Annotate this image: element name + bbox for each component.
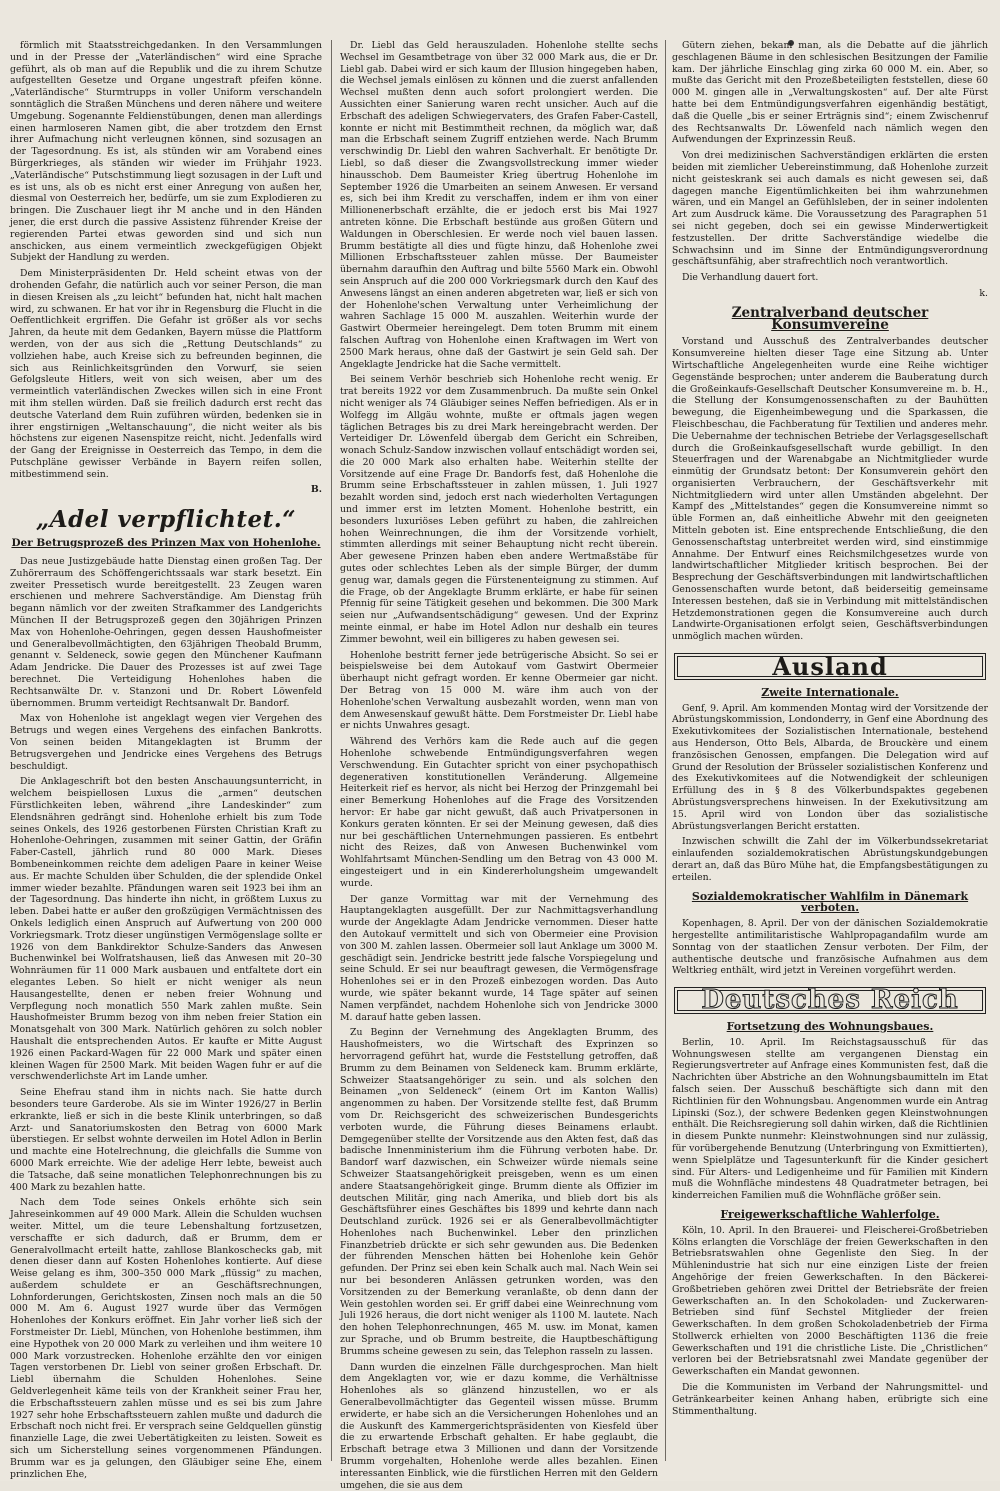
signature: k. [979,287,988,299]
paragraph: Dann wurden die einzelnen Fälle durchgesprochen. Man hielt dem Angeklagten vor, wie er dazu komme, die Verhältnisse Hohenlohes als so glänzend hinzustellen, wo er als Generalbevollmächtigter das Gegenteil wissen müsse. Brumm erwiderte, er habe sich an die Versicherungen Hohenlohes und an die Auskunft des Kammergerichtspräsidenten von Kiesfeld über die zu erwartende Erbschaft gehalten. Er habe geglaubt, die Erbschaft betrage etwa 3 Millionen und dann der Vorsitzende Brumm vorgehalten, Hohenlohe werde alles bezahlen. Einen interessanten Einblick, wie die fürstlichen Herren mit den Geldern umgehen, die sie aus dem [340,1361,658,1491]
paragraph: Von drei medizinischen Sachverständigen erklärten die ersten beiden mit ziemlicher Uebereinstimmung, daß Hohenlohe zurzeit nicht geisteskrank sei auch damals es nicht gewesen sei, daß dagegen manche Eigentümlichkeiten bei ihm wahrzunehmen wären, und ein Mangel an Gefühlsleben, der in seiner indolenten Art zum Ausdruck käme. Die Voraussetzung des Paragraphen 51 sei nicht gegeben, doch sei ein gewisse Minderwertigkeit festzustellen. Der dritte Sachverständige wiedelbe die Schwachsinn und im Sinne der Entmündigungsverordnung geschäftsunfähig, aber strafrechtlich noch verantwortlich. [672,150,988,268]
paragraph: Köln, 10. April. In den Brauerei- und Fleischerei-Großbetrieben Kölns erlangten die Vorschläge der freien Gewerkschaften in den Betriebsratswahlen ohne Gegenliste den Sieg. In der Mühlenindustrie hat sich nur eine einzigen Liste der freien Angehörige der freien Gewerkschaften. In den Bäckerei-Großbetrieben gehören zwei Drittel der Betriebsräte der freien Gewerkschaften an. In den Schokoladen- und Zuckerwaren-Betrieben sind fünf Sechstel Mitglieder der freien Gewerkschaften. In dem großen Schokoladenbetrieb der Firma Stollwerck erhielten von 2000 Beschäftigten 1136 die freie Gewerkschaften und 191 die christliche Liste. Die „Christlichen“ verloren bei der Betriebsratsnahl zwei Mandate gegenüber der Gewerkschaften ein Mandat gewonnen. [672,1224,988,1378]
paragraph: Die die Kommunisten im Verband der Nahrungsmittel- und Getränkearbeiter keinen Anhang haben, erübrigte sich eine Stimmenthaltung. [672,1382,988,1417]
column-3 [672,40,988,1465]
column-2 [340,40,658,1491]
paragraph: Max von Hohenlohe ist angeklagt wegen vier Vergehen des Betrugs und wegen eines Vergehens des einfachen Bankrotts. Von seinen beiden Mitangeklagten ist Brumm der Betrugsvergehen und Jendricke eines Vergehens des Betrugs beschuldigt. [10,713,322,772]
article-subtitle: Der Betrugsprozeß des Prinzen Max von Hohenlohe. [11,537,321,550]
paragraph: Zu Beginn der Vernehmung des Angeklagten Brumm, des Haushofmeisters, wo die Wirtschaft des Exprinzen so hervorragend geführt hat, wurde die Feststellung getroffen, daß Brumm zu dem Beinamen von Seldeneck kam. Brumm erklärte, Schweizer Staatsangehöriger zu sein. und als solchen den Beinamen „von Seldeneck“ (einem Ort im Kanton Wallis) angenommen zu haben. Der Vorsitzende stellte fest, daß Brumm vom Dr. Reichsgericht des schweizerischen Bundesgerichts verboten wurde, die Führung dieses Beinamens erlaubt. Demgegenüber stellte der Vorsitzende aus den Akten fest, daß das badische Innenministerium ihm die Führung verboten habe. Dr. Bandorf warf dazwischen, ein Schweizer würde niemals seine Schweizer Staatsangehörigkeit preisgeben, wenn es um einen andere Staatsangehörigkeit ginge. Brumm diente als Offizier im deutschen Militär, ging nach Amerika, und blieb dort bis als Geschäftsführer eines Geschäftes bis 1899 und kehrte dann nach Deutschland zurück. 1926 sei er als Generalbevollmächtigter Hohenlohes nach Buchenwinkel. Leber den prinzlichen Finanzbetrieb drückte er sich sehr gewunden aus. Die Bedenken der führenden Menschen hätten bei Hohenlohe kein Gehör gefunden. Der Prinz sei eben kein Schalk auch mal. Nach Wein sei nur bei besonderen Anlässen getrunken worden, was den Vorsitzenden zu der Bemerkung veranlaßte, ob denn dann der Wein gestohlen worden sei. Er griff dabei eine Weinrechnung vom Juli 1926 heraus, die dort nicht weniger als 1100 M. lautete. Nach den hohen Telephonrechnungen, 465 M. usw. im Monat, kamen zur Sprache, und ob Brumm bestreite, die Hauptbeschäftigung Brumms scheine gewesen zu sein, das Telephon rasseln zu lassen. [340,1027,658,1357]
paragraph: Während des Verhörs kam die Rede auch auf die gegen Hohenlohe schwebende Entmündigungsverfahren wegen Verschwendung. Ein Gutachter spricht von einer psychopathisch degenerativen konstitutionellen Veränderung. Allgemeine Heiterkeit rief es hervor, als nicht bei Herzog der Prinzgemahl bei einer Bemerkung Hohenlohes auf die Frage des Vorsitzenden hervor: Er habe gar nicht gewußt, daß auch Privatpersonen in Konkurs geraten könnten. Er sei der Meinung gewesen, daß dies nur bei geschäftlichen Unternehmungen passieren. Es entbehrt nicht des Reizes, daß von Anwesen Buchenwinkel vom Wohlfahrtsamt München-Sendling um den Betrag von 43 000 M. eingesteigert und in ein Kindererholungsheim umgewandelt wurde. [340,736,658,889]
paragraph: Inzwischen schwillt die Zahl der im Völkerbundssekretariat einlaufenden sozialdemokratischen Abrüstungskundgebungen derart an, daß das Büro Mühe hat, die Empfangsbestätigungen zu erteilen. [672,836,988,883]
paragraph: Seine Ehefrau stand ihm in nichts nach. Sie hatte durch besonders teure Garderobe. Als sie im Winter 1926/27 in Berlin erkrankte, ließ er sich in die beste Klinik unterbringen, so daß Arzt- und Sanatoriumskosten den Betrag von 6000 Mark überstiegen. Er selbst wohnte derweilen im Hotel Adlon in Berlin und machte eine Hotelrechnung, die gleichfalls die Summe von 6000 Mark erreichte. Wie der adelige Herr lebte, beweist auch die Tatsache, daß seine monatlichen Telephonrechnungen bis zu 400 Mark zu bezahlen hatte. [10,1087,322,1193]
column-rule [665,40,666,1461]
paragraph: Nach dem Tode seines Onkels erhöhte sich sein Jahreseinkommen auf 49 000 Mark. Allein die Schulden wuchsen weiter. Mittel, um die teure Lebenshaltung fortzusetzen, verschaffte er sich dadurch, daß er Brumm, dem er Generalvollmacht erteilt hatte, zahllose Blankoschecks gab, mit denen dieser dann auf Kosten Hohenlohes kontierte. Auf diese Weise gelang es ihm, 300–350 000 Mark „flüssig“ zu machen, außerdem schuldete er an Geschäftsrechnungen, Lohnforderungen, Gerichtskosten, Zinsen noch mals an die 50 000 M. Am 6. August 1927 wurde über das Vermögen Hohenlohes der Konkurs eröffnet. Ein Jahr vorher ließ sich der Forstmeister Dr. Liebl, München, von Hohenlohe bestimmen, ihm eine Hypothek von 20 000 Mark zu verleihen und ihm weitere 10 000 Mark vorzustrecken. Hohenlohe erzählte den vor einigen Tagen verstorbenen Dr. Liebl von seiner großen Erbschaft. Dr. Liebl übernahm die Schulden Hohenlohes. Seine Geldverlegenheit käme teils von der Krankheit seiner Frau her, die Erbschaftssteuern zahlen müsse und es sei bis zum Jahre 1927 sehr hohe Erbschaftssteuern zahlen mußte und dadurch die Erbschaft noch nicht frei. Er versprach seine Geldquellen günstig finanzielle Lage, die zwei Uebertätigkeiten zu leisten. Soweit es sich um Sicherstellung seines vorgenommenen Pfändungen. Brumm war es ja gelungen, den Gläubiger seine Ehe, einem prinzlichen Ehe, [10,1197,322,1480]
paragraph: Der ganze Vormittag war mit der Vernehmung des Hauptangeklagten ausgefüllt. Der zur Nachmittagsverhandlung wurde der Angeklagte Adam Jendricke vernommen. Dieser hatte den Autokauf vermittelt und sich von Obermeier eine Provision von 300 M. zahlen lassen. Obermeier soll laut Anklage um 3000 M. geschädigt sein. Jendricke bestritt jede falsche Vorspiegelung und seine Schuld. Er sei nur beauftragt gewesen, die Vermögensfrage Hohenlohes sei er in den Prozeß einbezogen worden. Das Auto wurde, wie später bekannt wurde, 14 Tage später auf seinen Namen verpfändet, nachdem Hohenlohe sich von Jendricke 3000 M. darauf hatte geben lassen. [340,893,658,1023]
paragraph: Gütern ziehen, bekam man, als die Debatte auf die jährlich geschlagenen Bäume in den schlesischen Besitzungen der Familie kam. Der jährliche Einschlag ging zirka 60 000 M. ein. Aber, so mußte das Gericht mit den Prozeßbeteiligten feststellen, diese 60 000 M. gingen alle in „Verwaltungskosten“ auf. Der alte Fürst hatte bei dem Entmündigungsverfahren eigenhändig bestätigt, daß die Quelle „bis er seiner Erträgnis sind“; einem Zwischenruf des Rechtsanwalts Dr. Löwenfeld nach nämlich wegen den Aufwendungen der Exprinzessin Reuß. [672,40,988,146]
paragraph: Hohenlohe bestritt ferner jede betrügerische Absicht. So sei er beispielsweise bei dem Autokauf vom Gastwirt Obermeier überhaupt nicht gefragt worden. Er kenne Obermeier gar nicht. Der Betrag von 15 000 M. wäre ihm auch von der Hohenlohe'schen Verwaltung ausbezahlt worden, wenn man von dem Anwesenskauf gewußt hätte. Dem Forstmeister Dr. Liebl habe er nichts Unwahres gesagt. [340,649,658,732]
section-box-heading: Deutsches Reich [674,987,986,1014]
paragraph: Berlin, 10. April. Im Reichstagsausschuß für das Wohnungswesen stellte am vergangenen Dienstag ein Regierungsvertreter auf Anfrage eines Kommunisten fest, daß die Nachrichten über Abstriche an den Wohnungsbaumitteln im Etat falsch seien. Der Ausschuß beschäftigte sich dann mit den Richtlinien für den Wohnungsbau. Angenommen wurde ein Antrag Lipinski (Soz.), der schwere Bedenken gegen Kleinstwohnungen enthält. Die Reichsregierung soll dahin wirken, daß die Richtlinien in diesem Punkte nunmehr: Kleinstwohnungen sind nur zulässig, für vorübergehende Benutzung (Unterbringung von Exmittierten), wenn Spielplätze und Tagesunterkunft für die Kinder gesichert sind. Für Alters- und Ledigenheime und für Familien mit Kindern muß die Wohnfläche mindestens 48 Quadratmeter betragen, bei kinderreichen Familien muß die Wohnfläche größer sein. [672,1036,988,1202]
section-title: Sozialdemokratischer Wahlfilm in Dänemark verboten. [691,889,969,915]
paragraph: Vorstand und Ausschuß des Zentralverbandes deutscher Konsumvereine hielten dieser Tage eine Sitzung ab. Unter Wirtschaftliche Angelegenheiten wurde eine Reihe wichtiger Gegenstände besprochen; unter anderem die Bauberatung durch die Großeinkaufs-Gesellschaft Deutscher Konsumvereine m. b. H., die Stellung der Konsumgenossenschaften zu der Bauhütten bewegung, die Eigenheimbewegung und die Sparkassen, die Fleischbeschau, die Fachberatung für Textilien und anderes mehr. Die Uebernahme der technischen Betriebe der Verlagsgesellschaft durch die Großeinkaufsgesellschaft wurde gebilligt. In den Steuerfragen und der Warenabgabe an Nichtmitglieder wurde einmütig der Grundsatz betont: Der Konsumverein gehört den organisierten Verbrauchern, der Geschäftsverkehr mit Nichtmitgliedern wird unter allen Umständen abgelehnt. Der Kampf des „Mittelstandes“ gegen die Konsumvereine nimmt so üble Formen an, daß einheitliche Abwehr mit den geeigneten Mitteln geboten ist. Eine entsprechende Entschließung, die den Genossenschaftstag unterbreitet werden wird, sind einstimmige Annahme. Der Entwurf eines Reichsmilchgesetzes wurde von landwirtschaftlicher Mitglieder kritisch besprochen. Bei der Besprechung der Geschäftsverbindungen mit landwirtschaftlichen Genossenschaften wurde betont, daß beiderseitig gemeinsame Interessen bestehen, daß sie in Verbindung mit mittelständischen Hetzdemonstrationen gegen die Konsumvereine auch durch Landwirte-Organisationen erfolgt seien, Geschäftsverbindungen unmöglich machen würden. [672,336,988,643]
column-1 [10,40,322,1480]
paragraph: Dem Ministerpräsidenten Dr. Held scheint etwas von der drohenden Gefahr, die natürlich auch vor seiner Person, die man in diesen Kreisen als „zu leicht“ befunden hat, nicht halt machen wird, zu schwanen. Er hat vor ihr in Regensburg die Flucht in die Oeffentlichkeit ergriffen. Die Gefahr ist größer als vor sechs Jahren, da heute mit dem Gedanken, Bayern müsse die Plattform werden, von der aus sich die „Rettung Deutschlands“ zu vollziehen habe, auch Kreise sich zu befreunden beginnen, die sich aus Reinlichkeitsgründen den Vorwurf, sie seien Gefolgsleute Hitlers, weit von sich weisen, aber um des vermeintlich vaterländischen Zweckes willen sich in eine Front mit ihm stellen würden. Daß sie freilich dadurch erst recht das deutsche Vaterland dem Ruin zuführen würden, bedenken sie in ihrer engstirnigen „Weltanschauung“, die nicht weiter als bis höchstens zur eigenen Nasenspitze reicht, nicht. Jedenfalls wird der Gang der Ereignisse in Oesterreich das Tempo, in dem die Putschpläne gewisser Verbände in Bayern reifen sollen, mitbestimmend sein. [10,268,322,480]
section-title: Zentralverband deutscher Konsumvereine [731,304,929,333]
paragraph: Die Verhandlung dauert fort. [682,272,819,284]
paragraph: Das neue Justizgebäude hatte Dienstag einen großen Tag. Der Zuhörerraum des Schöffengerichtssaals war stark besetzt. Ein zweiter Pressetisch wurde bereitgestellt. 23 Zeugen waren erschienen und mehrere Sachverständige. Am Dienstag früh begann nämlich vor der zweiten Strafkammer des Landgerichts München II der Betrugsprozeß gegen den 30jährigen Prinzen Max von Hohenlohe-Oehringen, gegen dessen Haushofmeister und Generalbevollmächtigten, den 63jährigen Theobald Brumm, genannt v. Seldeneck, sowie gegen den Münchener Kaufmann Adam Jendricke. Die Dauer des Prozesses ist auf zwei Tage berechnet. Die Verteidigung Hohenlohes haben die Rechtsanwälte Dr. v. Stanzoni und Dr. Robert Löwenfeld übernommen. Brumm verteidigt Rechtsanwalt Dr. Bandorf. [10,556,322,709]
section-box-heading: Ausland [674,653,986,680]
section-title: Fortsetzung des Wohnungsbaues. [726,1019,934,1033]
section-title: Zweite Internationale. [761,685,899,699]
article-title: „Adel verpflichtet.“ [36,506,296,534]
column-rule [331,40,332,1461]
signature: B. [310,484,322,496]
paragraph: Die Anklageschrift bot den besten Anschauungsunterricht, in welchem beispiellosen Luxus die „armen“ deutschen Fürstlichkeiten leben, während „ihre Landeskinder“ zum Elendsnähren gedrängt sind. Hohenlohe erhielt bis zum Tode seines Onkels, des 1926 gestorbenen Fürsten Christian Kraft zu Hohenlohe-Oehringen, zusammen mit seiner Gattin, der Gräfin Faber-Castell, jährlich rund 80 000 Mark. Dieses Bombeneinkommen reichte dem adeligen Paare in keiner Weise aus. Er machte Schulden über Schulden, die der splendide Onkel immer wieder bezahlte. Pfändungen waren seit 1923 bei ihm an der Tagesordnung. Das hinderte ihn nicht, in größtem Luxus zu leben. Dabei hatte er außer den großzügigen Vermächtnissen des Onkels lediglich einen Anspruch auf Aufwertung von 200 000 Vorkriegsmark. Trotz dieser ungünstigen Vermögenslage sollte er 1926 von dem Bankdirektor Schulze-Sanders das Anwesen Buchenwinkel bei Wolfratshausen, ließ das Anwesen mit 20–30 Wohnräumen für 11 000 Mark ausbauen und entfaltete dort ein elegantes Leben. So hielt er nicht weniger als neun Hausangestellte, denen er neben freier Wohnung und Verpflegung noch monatlich 550 Mark zahlen mußte. Sein Haushofmeister Brumm bezog von ihm neben freier Station ein Monatsgehalt von 300 Mark. Natürlich gehören zu solch nobler Haushalt die entsprechenden Autos. Er kaufte er Mitte August 1926 einen Packard-Wagen für 22 000 Mark und später einen kleinen Wagen für 2500 Mark. Mit beiden Wagen fuhr er auf die verschwenderlichste Art im Lande umher. [10,776,322,1083]
paragraph: Kopenhagen, 8. April. Der von der dänischen Sozialdemokratie hergestellte antimilitaristische Wahlpropagandafilm wurde am Sonntag von der staatlichen Zensur verboten. Der Film, der authentische deutsche und französische Aufnahmen aus dem Weltkrieg enthält, wird jetzt in Vereinen vorgeführt werden. [672,918,988,977]
section-title: Freigewerkschaftliche Wahlerfolge. [720,1207,940,1221]
paragraph: förmlich mit Staatsstreichgedanken. In den Versammlungen und in der Presse der „Vaterländischen“ wird eine Sprache geführt, als ob man auf die Republik und die zu ihrem Schutze aufgestellten Gesetze und Organe ungestraft pfeifen könne. „Vaterländische“ Sturmtrupps in voller Uniform verschandeln sonntäglich die Straßen Münchens und deren nähere und weitere Umgebung. Sogenannte Feldienstübungen, denen man allerdings einen harmloseren Namen gibt, die aber trotzdem den Ernst ihrer Aufmachung nicht verleugnen können, sind sozusagen an der Tagesordnung. Es ist, als stünden wir am Vorabend eines Bürgerkrieges, als ständen wir wieder im Frühjahr 1923. „Vaterländische“ Putschstimmung liegt sozusagen in der Luft und es ist uns, als ob es nicht erst einer Anregung von außen her, diesmal von Oesterreich her, bedürfe, um sie zum Explodieren zu bringen. Die Zuschauer liegt ihr M anche und in den Händen jener, die erst durch die passive Assistenz führender Kreise der regierenden Partei etwas geworden sind und sich nun anschicken, aus einem vermeintlich zweckgefügigen Objekt Subjekt der Handlung zu werden. [10,40,322,264]
paragraph: Bei seinem Verhör beschrieb sich Hohenlohe recht wenig. Er trat bereits 1922 vor dem Zusammenbruch. Da mußte sein Onkel nicht weniger als 74 Gläubiger seines Neffen befriedigen. Als er in Wolfegg im Allgäu wohnte, mußte er oftmals jagen wegen täglichen Betrages bis zu drei Mark hereingebracht werden. Der Verteidiger Dr. Löwenfeld übergab dem Gericht ein Schreiben, wonach Schulz-Sandow inzwischen vollauf entschädigt worden sei, die 20 000 Mark also erhalten habe. Weiterhin stellte der Vorsitzende auf eine Frage Dr. Bandorfs fest, daß Hohenlohe die Brumm seine Erbschaftssteuer in zahlen müssen, 1. Juli 1927 bezahlt worden sind, jedoch erst nach wiederholten Vertagungen und immer erst im letzten Moment. Hohenlohe bestritt, ein besonders luxuriöses Leben geführt zu haben, die zahlreichen hohen Weinrechnungen, die ihm der Vorsitzende vorhielt, stimmten allerdings mit seiner Behauptung nicht recht überein. Aber gewesene Prinzen haben eben andere Wertmaßstäbe für gutes oder schlechtes Leben als der simple Bürger, der dumm genug war, damals gegen die Fürstenenteignung zu stimmen. Auf die Frage, ob der Angeklagte Brumm erklärte, er habe für seinen Pfennig für seine Tätigkeit gesehen und bekommen. Die 300 Mark seien nur „Aufwandsentschädigung“ gewesen. Und der Exprinz meinte einmal, er habe im Hotel Adlon nur deshalb ein teures Zimmer bewohnt, weil ein billigeres zu haben gewesen sei. [340,374,658,645]
paragraph: Genf, 9. April. Am kommenden Montag wird der Vorsitzende der Abrüstungskommission, Londonderry, in Genf eine Abordnung des Exekutivkomitees der Sozialistischen Internationale, bestehend aus Henderson, Otto Bels, Albarda, de Brouckère und einem französischen Genossen, empfangen. Die Delegation wird auf Grund der Resolution der Brüsseler sozialistischen Konferenz und des Exekutivkomitees auf die Notwendigkeit der schleunigen Erfüllung des in § 8 des Völkerbundspaktes gegebenen Abrüstungsversprechens hinweisen. In der Exekutivsitzung am 15. April wird von London über das sozialistische Abrüstungsverlangen Bericht erstatten. [672,702,988,832]
paragraph: Dr. Liebl das Geld herauszuladen. Hohenlohe stellte sechs Wechsel im Gesamtbetrage von über 32 000 Mark aus, die er Dr. Liebl gab. Dabei wird er sich kaum der Illusion hingegeben haben, die Wechsel jemals einlösen zu können und die zuerst anfallenden Wechsel mußten denn auch sofort prolongiert werden. Die Aussichten einer Sanierung waren recht unsicher. Auch auf die Erbschaft des adeligen Schwiegervaters, des Grafen Faber-Castell, konnte er nicht mit Bestimmtheit rechnen, da möglich war, daß man die Erbschaft seinem Zugriff entziehen werde. Nach Brumm verschwindig Dr. Liebl den wahren Sachverhalt. Er benötigte Dr. Liebl, so daß dieser die Zwangsvollstreckung immer wieder hinausschob. Dem Baumeister Krieg übertrug Hohenlohe im September 1926 die Umarbeiten an seinem Anwesen. Er versand es, sich bei ihm Kredit zu verschaffen, indem er ihm von einer Millionenerbschaft erzählte, die er jedoch erst bis Mai 1927 antreten könne. Die Erbschaft bestünde aus großen Gütern und Waldungen in Oberschlesien. Er werde noch viel bauen lassen. Brumm bestätigte all dies und fügte hinzu, daß Hohenlohe zwei Millionen Erbschaftssteuer zahlen müsse. Der Baumeister übernahm daraufhin den Auftrag und bilte 5560 Mark ein. Obwohl sein Anspruch auf die 200 000 Vorkriegsmark durch den Kauf des Anwesens längst an einen anderen abgetreten war, ließ er sich von der Hohenlohe'schen Verwaltung unter Verheimlichung der wahren Sachlage 15 000 M. auszahlen. Weiterhin wurde der Gastwirt Obermeier hereingelegt. Dem toten Brumm mit einem falschen Auftrag von Hohenlohe einen Kraftwagen im Wert von 2500 Mark heraus, ohne daß der Gastwirt je sein Geld sah. Der Angeklagte Jendricke hat die Sache vermittelt. [340,40,658,370]
